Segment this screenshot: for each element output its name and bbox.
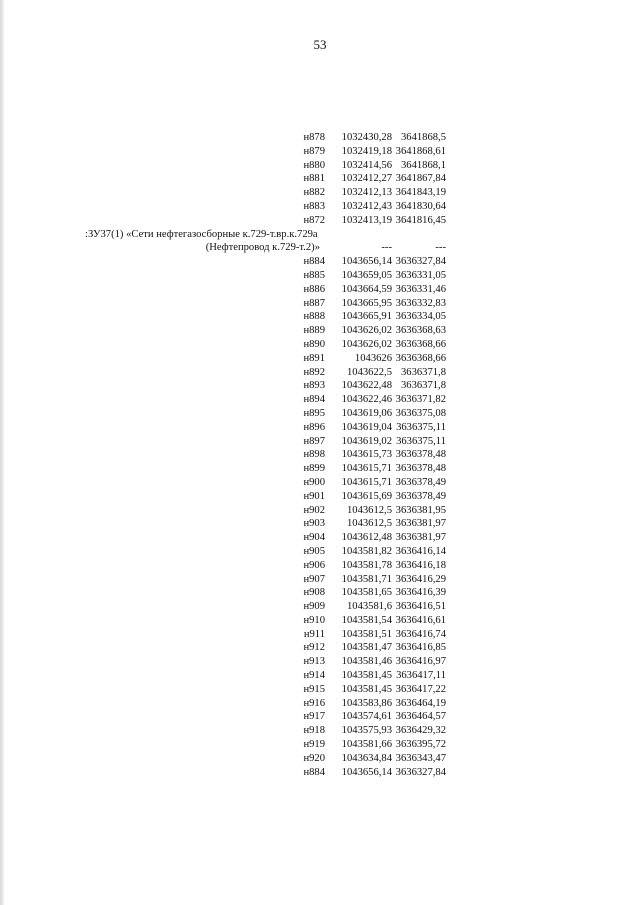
- y-coordinate: 3636327,84: [395, 766, 446, 778]
- x-coordinate: 1043615,69: [341, 490, 392, 502]
- y-coordinate: 3641868,5: [400, 132, 446, 143]
- y-coordinate: 3641867,84: [395, 173, 446, 185]
- point-id: н915: [303, 683, 325, 695]
- point-id: н893: [303, 380, 325, 392]
- x-coordinate: 1043575,93: [341, 725, 392, 737]
- point-id: н916: [303, 697, 325, 709]
- section-title-line-1: :ЗУ37(1) «Сети нефтегазосборные к.729-т.вр.к.729а: [85, 228, 318, 240]
- x-coordinate: 1043583,86: [341, 697, 392, 709]
- x-coordinate: 1043581,66: [341, 739, 392, 751]
- y-coordinate: 3636378,48: [395, 449, 446, 461]
- y-coordinate: 3636381,97: [395, 518, 446, 530]
- point-id: н908: [303, 587, 325, 599]
- coordinate-row: [70, 476, 460, 490]
- x-coordinate: 1032412,27: [341, 173, 392, 185]
- x-coordinate: 1043656,14: [341, 766, 392, 778]
- coordinates-block-2: [70, 255, 460, 779]
- coordinate-row: [70, 738, 460, 752]
- coordinate-row: [70, 600, 460, 614]
- point-id: н881: [303, 173, 325, 185]
- x-coordinate: 1043581,82: [341, 545, 392, 557]
- y-coordinate: 3636395,72: [395, 739, 446, 751]
- point-id: н898: [303, 449, 325, 461]
- point-id: н902: [303, 504, 325, 516]
- y-coordinate: 3636371,8: [400, 366, 446, 378]
- coordinate-row: [70, 448, 460, 462]
- y-coordinate: 3636417,22: [395, 683, 446, 695]
- point-id: н903: [303, 518, 325, 530]
- point-id: н905: [303, 545, 325, 557]
- point-id: н906: [303, 559, 325, 571]
- section-title-line-2: (Нефтепровод к.729-т.2)»: [205, 242, 320, 254]
- x-coordinate: 1043581,71: [341, 573, 392, 585]
- coordinate-row: [70, 186, 460, 200]
- x-coordinate: 1043619,04: [341, 421, 392, 433]
- x-coordinate: 1043626,02: [341, 325, 392, 337]
- coordinate-row: [70, 172, 460, 186]
- coordinate-row: [70, 531, 460, 545]
- x-coordinate: 1032419,18: [341, 145, 392, 157]
- x-coordinate: 1043581,54: [341, 614, 392, 626]
- x-coordinate: 1043615,71: [341, 476, 392, 488]
- y-coordinate: 3636375,08: [395, 407, 446, 419]
- point-id: н878: [303, 132, 325, 143]
- y-coordinate: 3636331,05: [395, 269, 446, 281]
- section-x-placeholder: ---: [381, 242, 392, 254]
- x-coordinate: 1043581,47: [341, 642, 392, 654]
- point-id: н892: [303, 366, 325, 378]
- point-id: н891: [303, 352, 325, 364]
- coordinates-block-1: [70, 131, 460, 228]
- point-id: н887: [303, 297, 325, 309]
- y-coordinate: 3636416,61: [395, 614, 446, 626]
- x-coordinate: 1043581,78: [341, 559, 392, 571]
- coordinate-row: [70, 297, 460, 311]
- x-coordinate: 1043581,45: [341, 683, 392, 695]
- y-coordinate: 3636416,14: [395, 545, 446, 557]
- point-id: н911: [303, 628, 325, 640]
- x-coordinate: 1043659,05: [341, 269, 392, 281]
- coordinates-table: [70, 131, 460, 779]
- x-coordinate: 1043581,46: [341, 656, 392, 668]
- scan-edge-shadow: [0, 0, 4, 905]
- y-coordinate: 3641868,61: [395, 145, 446, 157]
- y-coordinate: 3636416,29: [395, 573, 446, 585]
- y-coordinate: 3636464,57: [395, 711, 446, 723]
- x-coordinate: 1043581,6: [346, 601, 392, 613]
- y-coordinate: 3636416,85: [395, 642, 446, 654]
- x-coordinate: 1043612,5: [346, 518, 392, 530]
- y-coordinate: 3641843,19: [395, 187, 446, 199]
- x-coordinate: 1043622,5: [346, 366, 392, 378]
- x-coordinate: 1043581,51: [341, 628, 392, 640]
- x-coordinate: 1043665,95: [341, 297, 392, 309]
- coordinate-row: [70, 614, 460, 628]
- coordinate-row: [70, 352, 460, 366]
- coordinate-row: [70, 407, 460, 421]
- y-coordinate: 3636327,84: [395, 256, 446, 268]
- coordinate-row: [70, 421, 460, 435]
- point-id: н872: [303, 214, 325, 226]
- y-coordinate: 3641816,45: [395, 214, 446, 226]
- x-coordinate: 1043619,02: [341, 435, 392, 447]
- y-coordinate: 3636416,97: [395, 656, 446, 668]
- point-id: н907: [303, 573, 325, 585]
- coordinate-row: [70, 200, 460, 214]
- coordinate-row: [70, 586, 460, 600]
- point-id: н883: [303, 200, 325, 212]
- y-coordinate: 3636331,46: [395, 283, 446, 295]
- x-coordinate: 1043622,46: [341, 394, 392, 406]
- coordinate-row: [70, 710, 460, 724]
- coordinate-row: [70, 628, 460, 642]
- x-coordinate: 1032430,28: [341, 132, 392, 143]
- x-coordinate: 1043626,02: [341, 338, 392, 350]
- coordinate-row: [70, 462, 460, 476]
- point-id: н918: [303, 725, 325, 737]
- y-coordinate: 3636378,49: [395, 490, 446, 502]
- coordinate-row: [70, 517, 460, 531]
- x-coordinate: 1032414,56: [341, 159, 392, 171]
- coordinate-row: [70, 310, 460, 324]
- coordinate-row: [70, 269, 460, 283]
- coordinate-row: [70, 697, 460, 711]
- y-coordinate: 3636416,51: [395, 601, 446, 613]
- point-id: н885: [303, 269, 325, 281]
- coordinate-row: [70, 255, 460, 269]
- x-coordinate: 1043622,48: [341, 380, 392, 392]
- coordinate-row: [70, 573, 460, 587]
- point-id: н914: [303, 670, 325, 682]
- x-coordinate: 1043615,73: [341, 449, 392, 461]
- coordinate-row: [70, 338, 460, 352]
- point-id: н890: [303, 338, 325, 350]
- coordinate-row: [70, 766, 460, 780]
- coordinate-row: [70, 559, 460, 573]
- coordinate-row: [70, 131, 460, 145]
- point-id: н896: [303, 421, 325, 433]
- point-id: н913: [303, 656, 325, 668]
- y-coordinate: 3636371,82: [395, 394, 446, 406]
- point-id: н894: [303, 394, 325, 406]
- point-id: н886: [303, 283, 325, 295]
- x-coordinate: 1043665,91: [341, 311, 392, 323]
- y-coordinate: 3636334,05: [395, 311, 446, 323]
- y-coordinate: 3636368,66: [395, 338, 446, 350]
- x-coordinate: 1043581,45: [341, 670, 392, 682]
- point-id: н897: [303, 435, 325, 447]
- coordinate-row: [70, 145, 460, 159]
- y-coordinate: 3636416,18: [395, 559, 446, 571]
- y-coordinate: 3636381,97: [395, 532, 446, 544]
- x-coordinate: 1043612,5: [346, 504, 392, 516]
- x-coordinate: 1043612,48: [341, 532, 392, 544]
- coordinate-row: [70, 366, 460, 380]
- point-id: н909: [303, 601, 325, 613]
- point-id: н899: [303, 463, 325, 475]
- page-number: 53: [313, 37, 327, 52]
- y-coordinate: 3641868,1: [400, 159, 446, 171]
- x-coordinate: 1043574,61: [341, 711, 392, 723]
- y-coordinate: 3636332,83: [395, 297, 446, 309]
- coordinate-row: [70, 214, 460, 228]
- coordinate-row: [70, 641, 460, 655]
- point-id: н910: [303, 614, 325, 626]
- coordinate-row: [70, 159, 460, 173]
- y-coordinate: 3636343,47: [395, 752, 446, 764]
- x-coordinate: 1032412,43: [341, 200, 392, 212]
- point-id: н884: [303, 766, 325, 778]
- coordinate-row: [70, 669, 460, 683]
- y-coordinate: 3636378,49: [395, 476, 446, 488]
- x-coordinate: 1043664,59: [341, 283, 392, 295]
- y-coordinate: 3636368,66: [395, 352, 446, 364]
- y-coordinate: 3636416,74: [395, 628, 446, 640]
- point-id: н880: [303, 159, 325, 171]
- point-id: н884: [303, 256, 325, 268]
- x-coordinate: 1043626: [354, 352, 392, 364]
- y-coordinate: 3636429,32: [395, 725, 446, 737]
- x-coordinate: 1032412,13: [341, 187, 392, 199]
- x-coordinate: 1032413,19: [341, 214, 392, 226]
- point-id: н904: [303, 532, 325, 544]
- coordinate-row: [70, 683, 460, 697]
- y-coordinate: 3636375,11: [396, 435, 446, 447]
- x-coordinate: 1043619,06: [341, 407, 392, 419]
- coordinate-row: [70, 752, 460, 766]
- point-id: н920: [303, 752, 325, 764]
- y-coordinate: 3636368,63: [395, 325, 446, 337]
- coordinate-row: [70, 379, 460, 393]
- coordinate-row: [70, 283, 460, 297]
- point-id: н882: [303, 187, 325, 199]
- section-heading: [70, 228, 460, 256]
- x-coordinate: 1043615,71: [341, 463, 392, 475]
- coordinate-row: [70, 504, 460, 518]
- point-id: н917: [303, 711, 325, 723]
- coordinate-row: [70, 545, 460, 559]
- point-id: н895: [303, 407, 325, 419]
- x-coordinate: 1043656,14: [341, 256, 392, 268]
- x-coordinate: 1043634,84: [341, 752, 392, 764]
- point-id: н912: [303, 642, 325, 654]
- y-coordinate: 3636378,48: [395, 463, 446, 475]
- section-y-placeholder: ---: [435, 242, 446, 254]
- point-id: н879: [303, 145, 325, 157]
- coordinate-row: [70, 490, 460, 504]
- point-id: н901: [303, 490, 325, 502]
- point-id: н888: [303, 311, 325, 323]
- point-id: н919: [303, 739, 325, 751]
- coordinate-row: [70, 393, 460, 407]
- y-coordinate: 3636381,95: [395, 504, 446, 516]
- y-coordinate: 3636464,19: [395, 697, 446, 709]
- y-coordinate: 3636417,11: [396, 670, 446, 682]
- coordinate-row: [70, 435, 460, 449]
- point-id: н900: [303, 476, 325, 488]
- coordinate-row: [70, 655, 460, 669]
- y-coordinate: 3636416,39: [395, 587, 446, 599]
- y-coordinate: 3636375,11: [396, 421, 446, 433]
- coordinate-row: [70, 724, 460, 738]
- y-coordinate: 3636371,8: [400, 380, 446, 392]
- point-id: н889: [303, 325, 325, 337]
- coordinate-row: [70, 324, 460, 338]
- x-coordinate: 1043581,65: [341, 587, 392, 599]
- y-coordinate: 3641830,64: [395, 200, 446, 212]
